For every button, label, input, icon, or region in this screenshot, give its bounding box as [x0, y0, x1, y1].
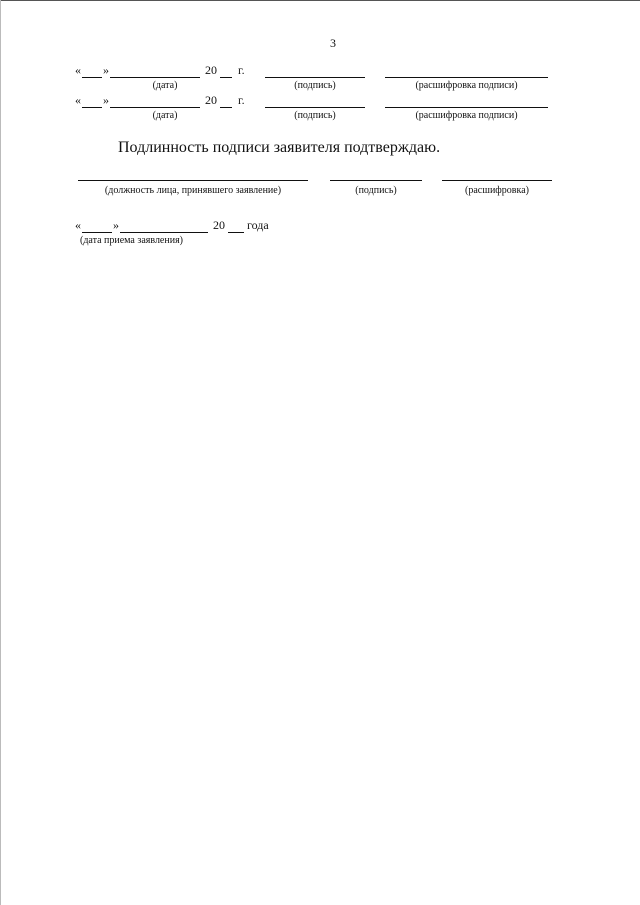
acceptance-year-line — [228, 232, 244, 233]
acceptance-day-line — [82, 232, 112, 233]
official-signature-line — [330, 180, 422, 181]
decoding-line — [385, 107, 548, 108]
page-left-edge — [0, 0, 1, 905]
decoding-caption: (расшифровка подписи) — [415, 80, 518, 91]
signature-line — [265, 107, 365, 108]
decoding-line — [385, 77, 548, 78]
year-line — [220, 107, 232, 108]
official-decoding-line — [442, 180, 552, 181]
official-decoding-caption: (расшифровка) — [465, 185, 529, 196]
official-signature-caption: (подпись) — [355, 185, 397, 196]
date-caption: (дата) — [152, 80, 178, 91]
acceptance-caption: (дата приема заявления) — [80, 235, 184, 246]
year-prefix: 20 — [205, 93, 217, 107]
year-prefix: 20 — [205, 63, 217, 77]
year-suffix: года — [247, 218, 269, 232]
quote-close: » — [103, 63, 109, 77]
year-suffix: г. — [238, 93, 245, 107]
day-line — [82, 107, 102, 108]
position-caption: (должность лица, принявшего заявление) — [104, 185, 282, 196]
date-caption: (дата) — [152, 110, 178, 121]
position-line — [78, 180, 308, 181]
signature-caption: (подпись) — [294, 80, 336, 91]
decoding-caption: (расшифровка подписи) — [415, 110, 518, 121]
signature-caption: (подпись) — [294, 110, 336, 121]
signature-line — [265, 77, 365, 78]
acceptance-month-line — [120, 232, 208, 233]
month-line — [110, 107, 200, 108]
quote-close: » — [113, 218, 119, 232]
quote-open: « — [75, 63, 81, 77]
quote-close: » — [103, 93, 109, 107]
page-top-edge — [0, 0, 640, 1]
day-line — [82, 77, 102, 78]
page-number: 3 — [330, 36, 336, 50]
quote-open: « — [75, 93, 81, 107]
year-line — [220, 77, 232, 78]
confirmation-text: Подлинность подписи заявителя подтверждаю. — [118, 139, 441, 156]
year-suffix: г. — [238, 63, 245, 77]
year-prefix: 20 — [213, 218, 225, 232]
quote-open: « — [75, 218, 81, 232]
month-line — [110, 77, 200, 78]
